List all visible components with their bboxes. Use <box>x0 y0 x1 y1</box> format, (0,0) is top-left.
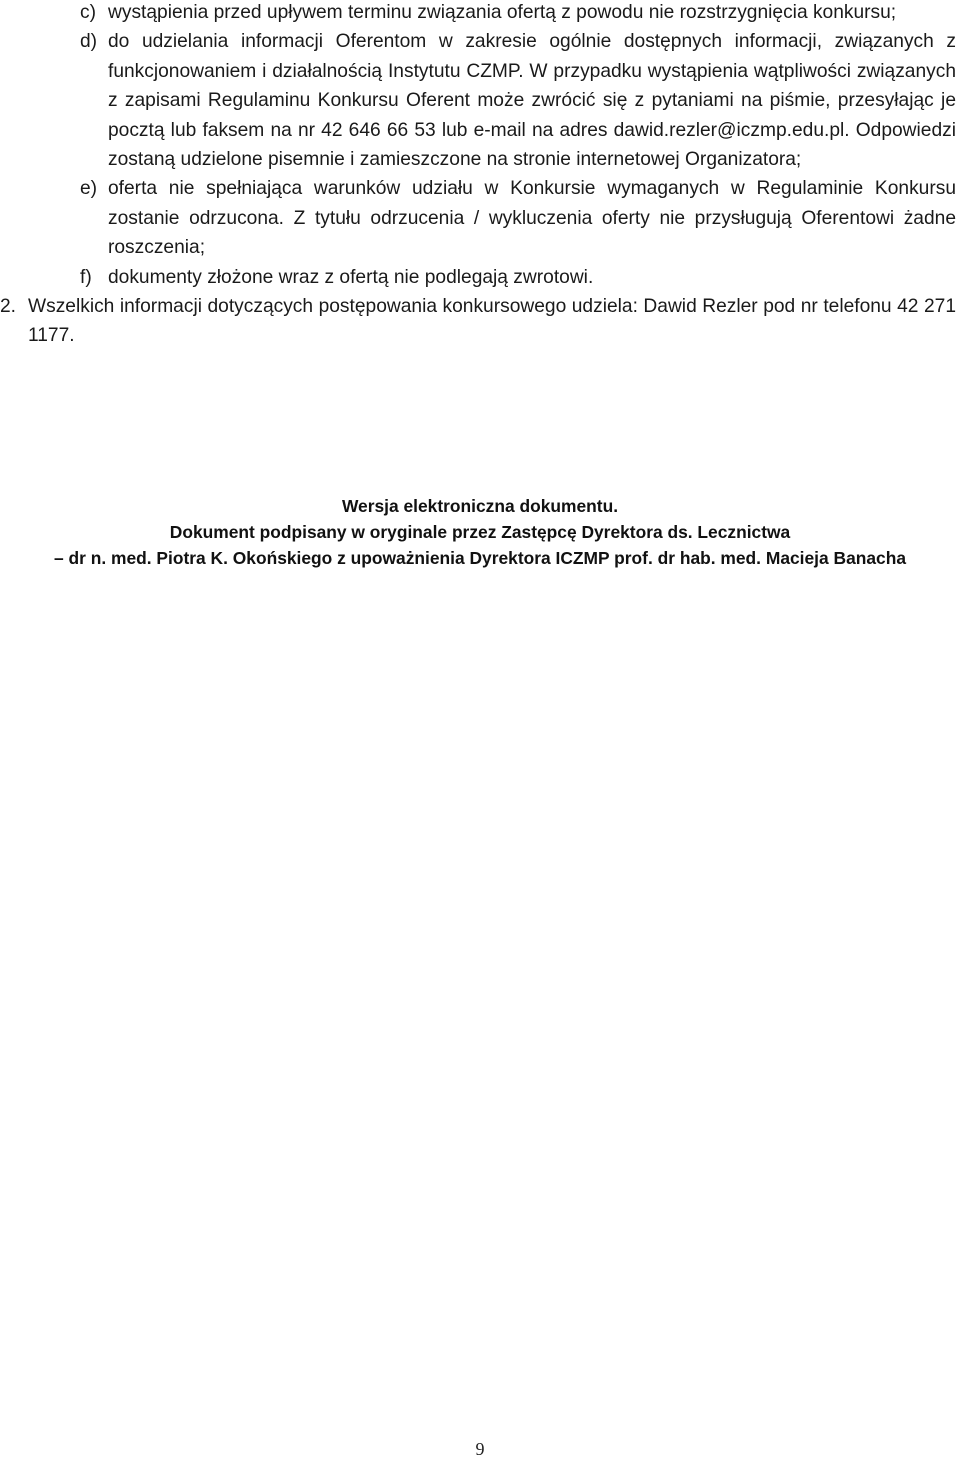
list-item-d <box>0 27 960 174</box>
regulation-list <box>0 0 960 351</box>
signature-line-3: – dr n. med. Piotra K. Okońskiego z upoważnienia Dyrektora ICZMP prof. dr hab. med. Macieja Banacha <box>53 548 906 568</box>
list-item-c <box>0 0 960 27</box>
signature-line-2: Dokument podpisany w oryginale przez Zastępcę Dyrektora ds. Lecznictwa <box>169 522 791 542</box>
list-item-text: Wszelkich informacji dotyczących postępowania konkursowego udziela: Dawid Rezler pod nr telefonu 42 271 1177. <box>28 296 956 347</box>
list-item-text: do udzielania informacji Oferentom w zakresie ogólnie dostępnych informacji, związanych z funkcjonowaniem i działalnością Instytutu CZMP. W przypadku wystąpienia wątpliwości związanych z zapisami Regulaminu Konkursu Oferent może zwrócić się z pytaniami na piśmie, przesyłając je pocztą lub faksem na nr 42 646 66 53 lub e-mail na adres dawid.rezler@iczmp.edu.pl. Odpowiedzi zostaną udzielone pisemnie i zamieszczone na stronie internetowej Organizatora; <box>108 31 956 171</box>
list-marker: c) <box>80 2 96 23</box>
list-item-2 <box>0 292 960 351</box>
list-marker: 2. <box>0 296 17 318</box>
list-marker: e) <box>80 178 98 200</box>
list-item-e <box>0 174 960 262</box>
list-marker: f) <box>80 266 92 288</box>
list-item-f <box>0 263 960 292</box>
list-item-text: oferta nie spełniająca warunków udziału w Konkursie wymaganych w Regulaminie Konkursu zostanie odrzucona. Z tytułu odrzucenia / wykluczenia oferty nie przysługują Oferentowi żadne roszczenia; <box>108 178 956 259</box>
signature-line-1: Wersja elektroniczna dokumentu. <box>341 496 619 516</box>
electronic-signature-note <box>0 493 960 571</box>
list-item-text: wystąpienia przed upływem terminu związania ofertą z powodu nie rozstrzygnięcia konkursu; <box>108 2 897 23</box>
list-item-text: dokumenty złożone wraz z ofertą nie podlegają zwrotowi. <box>108 266 594 288</box>
page-number: 9 <box>475 1439 485 1459</box>
list-marker: d) <box>80 31 98 53</box>
